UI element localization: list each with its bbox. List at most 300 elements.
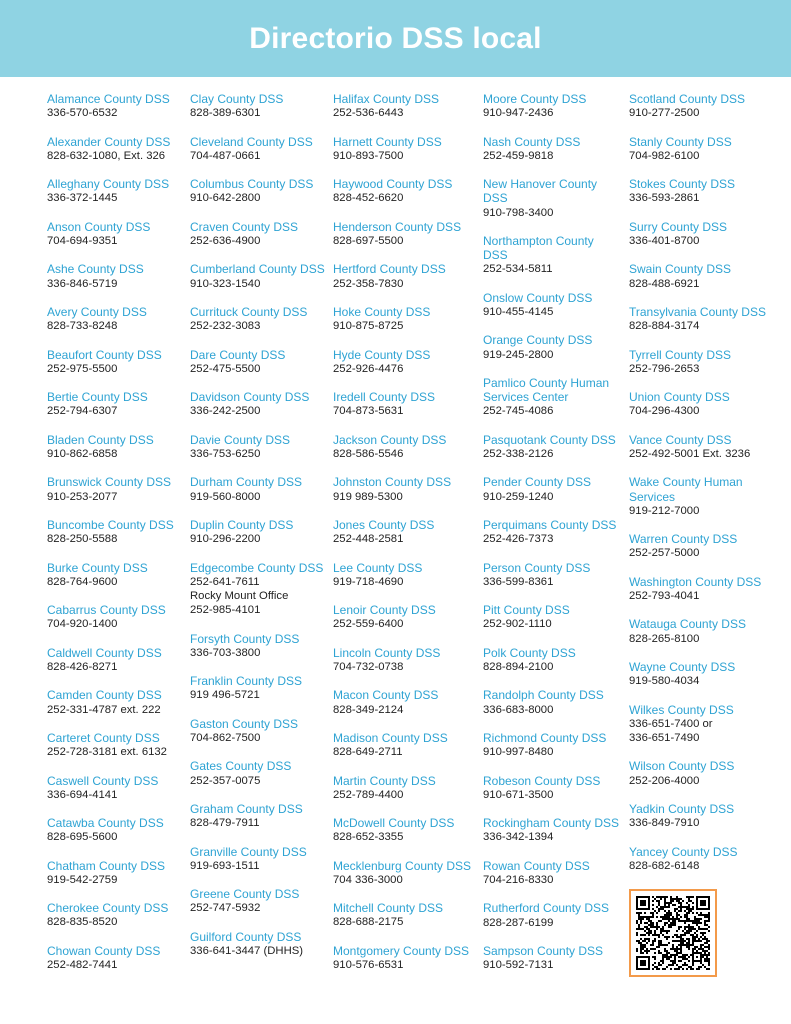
county-name-link[interactable]: Rutherford County DSS [483,901,610,916]
phone-number: 828-452-6620 [333,192,404,205]
county-name-link[interactable]: Orange County DSS [483,333,593,348]
directory-entry [190,135,325,163]
phone-number: 910-671-3500 [483,788,554,801]
phone-number: 828-389-6301 [190,107,261,120]
county-name-link[interactable]: Lee County DSS [333,560,423,575]
phone-number: 919 496-5721 [190,689,260,702]
county-name-link[interactable]: Onslow County DSS [483,290,593,305]
phone-number: 828-884-3174 [629,320,700,333]
directory-entry [190,433,325,461]
phone-number: 910-862-6858 [47,447,118,460]
county-name-link[interactable]: Durham County DSS [190,475,303,490]
directory-entry [333,774,475,802]
county-name-link[interactable]: Wilkes County DSS [629,702,734,717]
directory-entry [483,376,621,419]
county-name-link[interactable]: Wayne County DSS [629,659,736,674]
county-name-link[interactable]: Cumberland County DSS [190,262,325,277]
directory-column-3 [333,92,475,986]
phone-number: 910-296-2200 [190,533,261,546]
directory-entry [483,475,621,503]
phone-number: Rocky Mount Office [190,589,289,602]
qr-code-icon [636,896,710,970]
county-name-link[interactable]: Tyrrell County DSS [629,347,732,362]
phone-number: 919-245-2800 [483,348,554,361]
directory-entry [190,305,325,333]
directory-entry [190,475,325,503]
phone-number: 336-401-8700 [629,234,700,247]
phone-number: 919-580-4034 [629,675,700,688]
directory-entry [483,135,621,163]
directory-entry [629,575,779,603]
directory-column-1 [47,92,182,986]
directory-entry [629,617,779,645]
phone-number: 704-216-8330 [483,873,554,886]
directory-entry [483,901,621,929]
directory-entry [47,859,182,887]
directory-entry [190,177,325,205]
county-name-link[interactable]: Haywood County DSS [333,177,453,192]
directory-entry [629,177,779,205]
phone-number: 704-296-4300 [629,405,700,418]
county-name-link[interactable]: Swain County DSS [629,262,732,277]
county-name-link[interactable]: Pitt County DSS [483,603,570,618]
phone-number: 336-694-4141 [47,788,118,801]
phone-number: 704-920-1400 [47,618,118,631]
county-name-link[interactable]: Stokes County DSS [629,177,736,192]
county-name-link[interactable]: Robeson County DSS [483,773,601,788]
directory-entry [190,717,325,745]
county-name-link[interactable]: Rockingham County DSS [483,816,620,831]
county-name-link[interactable]: Greene County DSS [190,887,300,902]
county-name-link[interactable]: Brunswick County DSS [47,475,172,490]
directory-entry [333,816,475,844]
phone-number: 828-488-6921 [629,277,700,290]
county-name-link[interactable]: Transylvania County DSS [629,304,766,319]
county-name-link[interactable]: Caldwell County DSS [47,645,162,660]
county-name-link[interactable]: Yadkin County DSS [629,801,735,816]
directory-entry [47,603,182,631]
directory-entry [333,262,475,290]
phone-number: 828-586-5546 [333,447,404,460]
directory-entry [47,774,182,802]
phone-number: 336-242-2500 [190,405,261,418]
county-name-link[interactable]: Warren County DSS [629,532,738,547]
directory-entry [333,603,475,631]
directory-entry [190,518,325,546]
phone-number: 252-728-3181 ext. 6132 [47,746,167,759]
directory-entry [47,348,182,376]
directory-entry [47,688,182,716]
phone-number: 252-636-4900 [190,234,261,247]
phone-number: 910-893-7500 [333,149,404,162]
phone-number: 252-794-6307 [47,405,118,418]
directory-entry [333,348,475,376]
county-name-link[interactable]: Hyde County DSS [333,347,431,362]
phone-number: 910-592-7131 [483,959,554,972]
phone-number: 919-560-8000 [190,490,261,503]
directory-entry [47,92,182,120]
phone-number: 252-358-7830 [333,277,404,290]
county-name-link[interactable]: Union County DSS [629,390,730,405]
phone-number: 828-764-9600 [47,575,118,588]
phone-number: 336-683-8000 [483,703,554,716]
phone-number: 910-798-3400 [483,206,554,219]
directory-entry [629,759,779,787]
phone-number: 252-357-0075 [190,774,261,787]
county-name-link[interactable]: Person County DSS [483,560,591,575]
phone-number: 704-982-6100 [629,149,700,162]
phone-number: 336-849-7910 [629,817,700,830]
phone-number: 828-733-8248 [47,320,118,333]
phone-number: 336-593-2861 [629,192,700,205]
phone-number: 828-652-3355 [333,831,404,844]
county-name-link[interactable]: Currituck County DSS [190,304,308,319]
phone-number: 252-536-6443 [333,107,404,120]
county-name-link[interactable]: Hertford County DSS [333,262,446,277]
phone-number: 910-455-4145 [483,305,554,318]
county-name-link[interactable]: Craven County DSS [190,219,299,234]
directory-entry [333,475,475,503]
phone-number: 252-747-5932 [190,902,261,915]
county-name-link[interactable]: Madison County DSS [333,730,448,745]
county-name-link[interactable]: Edgecombe County DSS [190,560,324,575]
phone-number: 252-641-7611 [190,575,260,588]
county-name-link[interactable]: Bladen County DSS [47,432,154,447]
directory-entry [483,731,621,759]
directory-entry [47,305,182,333]
county-name-link[interactable]: Beaufort County DSS [47,347,162,362]
directory-entry [333,561,475,589]
directory-entry [629,390,779,418]
directory-entry [483,177,621,220]
phone-number: 252-426-7373 [483,533,554,546]
county-name-link[interactable]: Johnston County DSS [333,475,452,490]
county-name-link[interactable]: McDowell County DSS [333,816,455,831]
directory-entry [483,646,621,674]
directory-entry [190,674,325,702]
county-name-link[interactable]: Pasquotank County DSS [483,432,616,447]
county-name-link[interactable]: Yancey County DSS [629,844,738,859]
directory-entry [47,561,182,589]
directory-entry [483,518,621,546]
county-name-link[interactable]: Chatham County DSS [47,858,166,873]
directory-entry [333,944,475,972]
county-name-link[interactable]: Camden County DSS [47,688,162,703]
directory-entry [333,859,475,887]
county-name-link[interactable]: Granville County DSS [190,844,307,859]
county-name-link[interactable]: Cleveland County DSS [190,134,313,149]
phone-number: 336-372-1445 [47,192,118,205]
phone-number: 910-259-1240 [483,490,554,503]
county-name-link[interactable]: Surry County DSS [629,219,728,234]
directory-entry [47,731,182,759]
phone-number: 252-257-5000 [629,547,700,560]
phone-number: 828-479-7911 [190,817,260,830]
directory-entry [629,532,779,560]
directory-entry [333,220,475,248]
county-name-link[interactable]: Franklin County DSS [190,674,303,689]
phone-number: 704-862-7500 [190,731,261,744]
county-name-link[interactable]: Scotland County DSS [629,92,746,106]
county-name-link[interactable]: Perquimans County DSS [483,517,617,532]
directory-entry [190,92,325,120]
county-name-link[interactable]: New Hanover County DSS [483,177,598,206]
directory-entry [629,703,779,746]
directory-entry [629,348,779,376]
county-name-link[interactable]: Mitchell County DSS [333,901,444,916]
county-name-link[interactable]: Washington County DSS [629,574,762,589]
county-name-link[interactable]: Ashe County DSS [47,262,144,277]
directory-entry [333,646,475,674]
county-name-link[interactable]: Buncombe County DSS [47,517,174,532]
directory-entry [190,220,325,248]
directory-entry [47,475,182,503]
directory-entry [629,305,779,333]
directory-entry [190,561,325,618]
county-name-link[interactable]: Davie County DSS [190,432,291,447]
directory-entry [47,518,182,546]
county-name-link[interactable]: Lenoir County DSS [333,603,436,618]
phone-number: 252-448-2581 [333,533,404,546]
phone-number: 336-651-7490 [629,731,700,744]
directory-entry [483,291,621,319]
directory-entry [47,646,182,674]
phone-number: 919-212-7000 [629,504,700,517]
phone-number: 252-331-4787 ext. 222 [47,703,161,716]
county-name-link[interactable]: Northampton County DSS [483,233,594,263]
page-title: Directorio DSS local [249,21,542,55]
county-name-link[interactable]: Sampson County DSS [483,943,604,958]
directory-entry [190,262,325,290]
county-name-link[interactable]: Gates County DSS [190,759,292,774]
county-name-link[interactable]: Moore County DSS [483,92,587,106]
county-name-link[interactable]: Graham County DSS [190,801,303,816]
county-name-link[interactable]: Alleghany County DSS [47,177,170,192]
county-name-link[interactable]: Anson County DSS [47,219,151,234]
county-name-link[interactable]: Iredell County DSS [333,390,436,405]
county-name-link[interactable]: Gaston County DSS [190,716,299,731]
directory-entry [47,816,182,844]
directory-column-5 [629,92,779,887]
county-name-link[interactable]: Rowan County DSS [483,858,590,873]
county-name-link[interactable]: Richmond County DSS [483,730,607,745]
county-name-link[interactable]: Randolph County DSS [483,688,604,703]
county-name-link[interactable]: Burke County DSS [47,560,148,575]
county-name-link[interactable]: Wake County Human Services [629,475,743,504]
directory-entry [629,135,779,163]
directory-entry [629,802,779,830]
directory-entry [190,759,325,787]
phone-number: 336-570-6532 [47,107,118,120]
directory-entry [333,688,475,716]
directory-entry [483,944,621,972]
county-name-link[interactable]: Pamlico County Human Services Center [483,375,610,405]
county-name-link[interactable]: Caswell County DSS [47,773,159,788]
county-name-link[interactable]: Jones County DSS [333,517,435,532]
phone-number: 919-542-2759 [47,873,118,886]
phone-number: 252-902-1110 [483,618,552,631]
phone-number: 910-947-2436 [483,107,554,120]
directory-entry [333,390,475,418]
directory-entry [333,433,475,461]
directory-entry [47,901,182,929]
directory-entry [483,561,621,589]
county-name-link[interactable]: Watauga County DSS [629,617,746,632]
phone-number: 910-576-6531 [333,959,404,972]
phone-number: 336-641-3447 (DHHS) [190,944,304,957]
phone-number: 252-796-2653 [629,362,700,375]
phone-number: 252-975-5500 [47,362,118,375]
county-name-link[interactable]: Forsyth County DSS [190,631,300,646]
phone-number: 336-846-5719 [47,277,118,290]
phone-number: 252-232-3083 [190,320,261,333]
phone-number: 828-250-5588 [47,533,118,546]
county-name-link[interactable]: Columbus County DSS [190,177,314,192]
phone-number: 828-688-2175 [333,916,404,929]
county-name-link[interactable]: Martin County DSS [333,773,436,788]
phone-number: 910-253-2077 [47,490,118,503]
county-name-link[interactable]: Macon County DSS [333,688,439,703]
directory-entry [47,944,182,972]
directory-entry [47,135,182,163]
directory-entry [190,348,325,376]
phone-number: 252-338-2126 [483,447,554,460]
phone-number: 910-642-2800 [190,192,261,205]
phone-number: 828-265-8100 [629,632,700,645]
county-name-link[interactable]: Avery County DSS [47,304,147,319]
phone-number: 336-703-3800 [190,646,261,659]
county-name-link[interactable]: Mecklenburg County DSS [333,858,472,873]
directory-entry [629,660,779,688]
phone-number: 828-682-6148 [629,859,700,872]
phone-number: 919-693-1511 [190,859,260,872]
county-name-link[interactable]: Halifax County DSS [333,92,440,106]
county-name-link[interactable]: Carteret County DSS [47,730,160,745]
county-name-link[interactable]: Duplin County DSS [190,517,294,532]
directory-entry [47,433,182,461]
county-name-link[interactable]: Bertie County DSS [47,390,148,405]
county-name-link[interactable]: Jackson County DSS [333,432,447,447]
county-name-link[interactable]: Wilson County DSS [629,759,735,774]
header-banner [0,0,791,77]
county-name-link[interactable]: Guilford County DSS [190,929,302,944]
county-name-link[interactable]: Polk County DSS [483,645,576,660]
directory-entry [47,220,182,248]
directory-entry [629,92,779,120]
phone-number: 828-835-8520 [47,916,118,929]
county-name-link[interactable]: Alexander County DSS [47,134,171,149]
directory-entry [483,333,621,361]
county-name-link[interactable]: Dare County DSS [190,347,286,362]
phone-number: 252-459-9818 [483,149,554,162]
phone-number: 336-651-7400 or [629,717,713,730]
directory-entry [47,262,182,290]
county-name-link[interactable]: Alamance County DSS [47,92,170,106]
phone-number: 910-875-8725 [333,320,404,333]
directory-entry [333,305,475,333]
directory-entry [190,390,325,418]
directory-entry [629,845,779,873]
directory-entry [483,92,621,120]
county-name-link[interactable]: Harnett County DSS [333,134,442,149]
directory-entry [190,632,325,660]
county-name-link[interactable]: Nash County DSS [483,134,581,149]
phone-number: 828-287-6199 [483,916,554,929]
phone-number: 252-534-5811 [483,263,553,276]
phone-number: 828-632-1080, Ext. 326 [47,149,166,162]
directory-entry [47,390,182,418]
county-name-link[interactable]: Henderson County DSS [333,219,462,234]
county-name-link[interactable]: Chowan County DSS [47,943,161,958]
directory-entry [190,845,325,873]
directory-entry [333,518,475,546]
directory-entry [483,603,621,631]
phone-number: 252-475-5500 [190,362,261,375]
phone-number: 252-793-4041 [629,589,700,602]
directory-entry [333,92,475,120]
phone-number: 910-997-8480 [483,746,554,759]
county-name-link[interactable]: Stanly County DSS [629,134,732,149]
directory-entry [629,220,779,248]
county-name-link[interactable]: Lincoln County DSS [333,645,441,660]
phone-number: 828-649-2711 [333,746,403,759]
county-name-link[interactable]: Cabarrus County DSS [47,603,166,618]
county-name-link[interactable]: Vance County DSS [629,432,732,447]
phone-number: 910-277-2500 [629,107,700,120]
directory-entry [629,433,779,461]
phone-number: 828-426-8271 [47,660,118,673]
directory-entry [483,688,621,716]
phone-number: 336-599-8361 [483,575,554,588]
directory-entry [190,887,325,915]
phone-number: 919 989-5300 [333,490,403,503]
directory-entry [47,177,182,205]
directory-entry [190,930,325,958]
phone-number: 252-745-4086 [483,405,554,418]
phone-number: 336-342-1394 [483,831,554,844]
directory-entry [483,774,621,802]
county-name-link[interactable]: Hoke County DSS [333,304,431,319]
phone-number: 252-559-6400 [333,618,404,631]
county-name-link[interactable]: Clay County DSS [190,92,284,106]
phone-number: 704-487-0661 [190,149,261,162]
phone-number: 828-695-5600 [47,831,118,844]
phone-number: 252-482-7441 [47,959,118,972]
directory-entry [190,802,325,830]
county-name-link[interactable]: Montgomery County DSS [333,943,470,958]
county-name-link[interactable]: Pender County DSS [483,475,592,490]
directory-column-4 [483,92,621,986]
directory-entry [483,433,621,461]
directory-entry [629,262,779,290]
county-name-link[interactable]: Davidson County DSS [190,390,310,405]
phone-number: 919-718-4690 [333,575,404,588]
phone-number: 704 336-3000 [333,873,403,886]
directory-entry [333,177,475,205]
phone-number: 704-694-9351 [47,234,118,247]
directory-entry [333,135,475,163]
county-name-link[interactable]: Cherokee County DSS [47,901,169,916]
phone-number: 828-349-2124 [333,703,404,716]
phone-number: 336-753-6250 [190,447,261,460]
directory-entry [333,901,475,929]
county-name-link[interactable]: Catawba County DSS [47,816,164,831]
phone-number: 252-789-4400 [333,788,404,801]
qr-code[interactable] [629,889,717,977]
directory-entry [483,234,621,277]
phone-number: 828-697-5500 [333,234,404,247]
directory-column-2 [190,92,325,972]
